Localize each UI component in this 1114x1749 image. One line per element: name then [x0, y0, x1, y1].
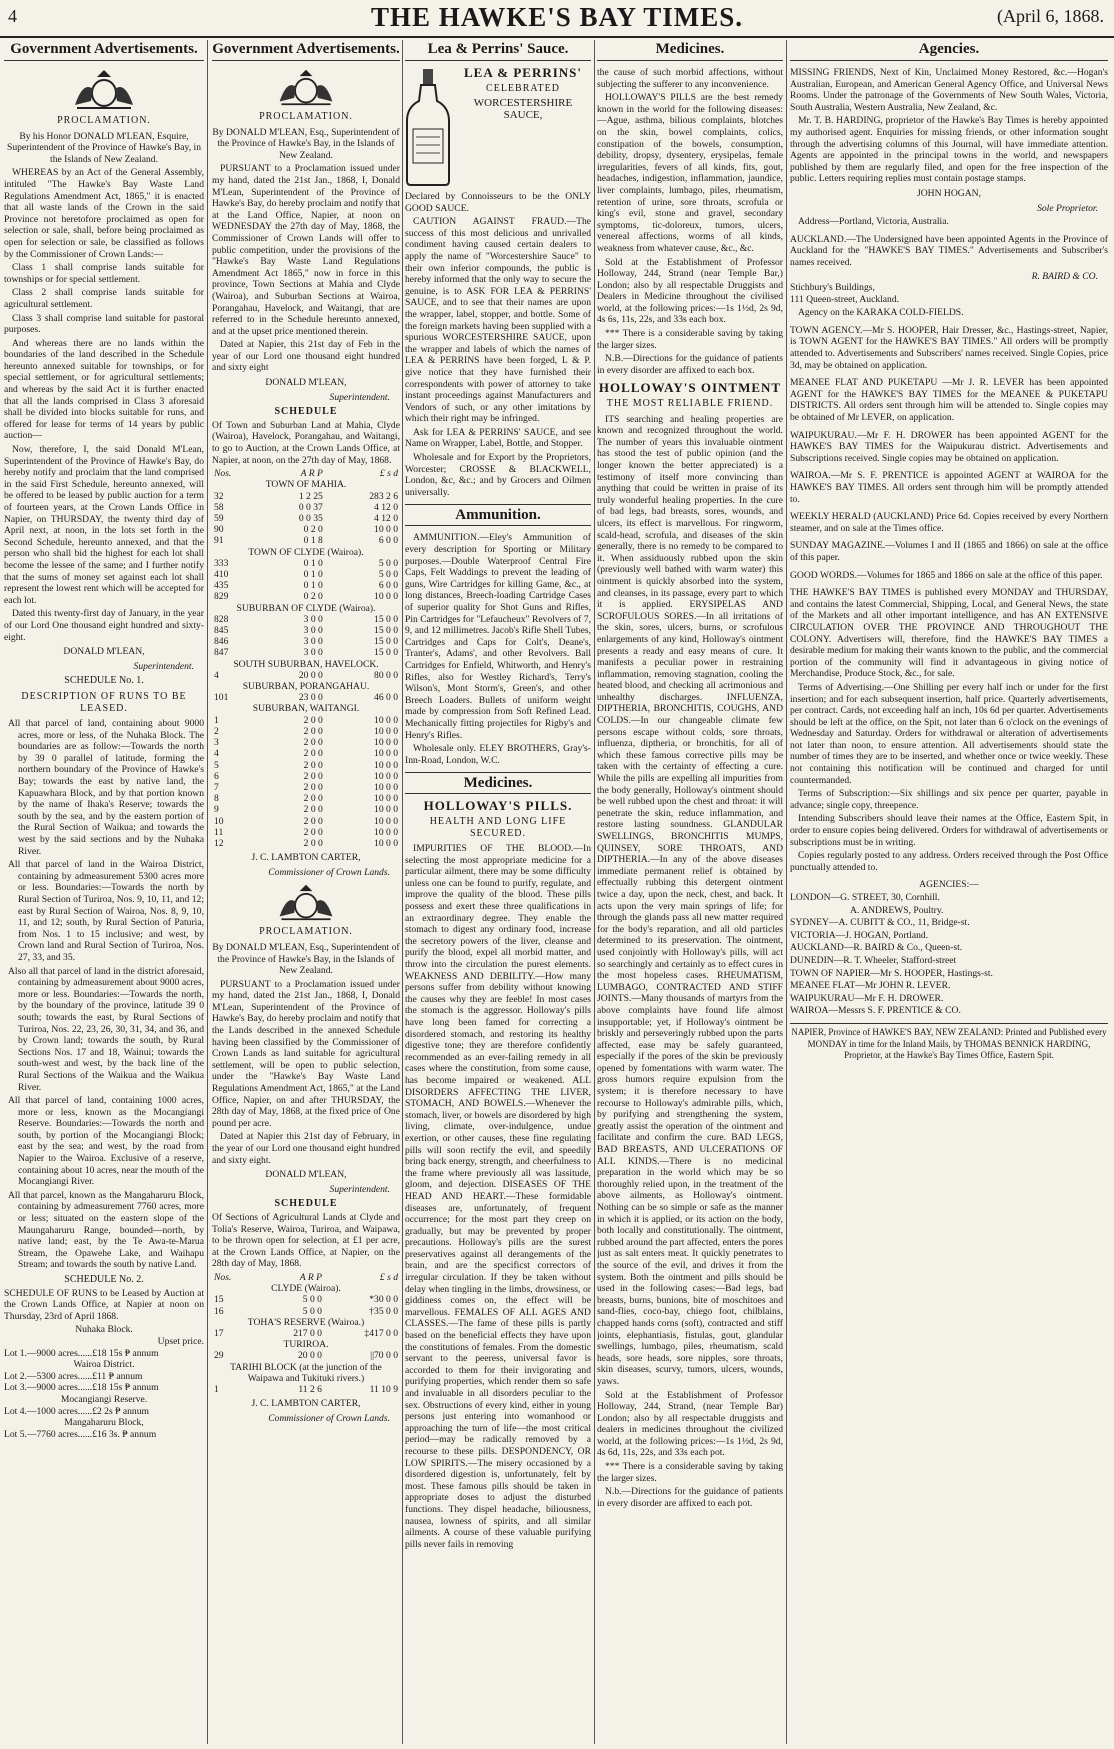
column-header: £ s d	[379, 1271, 398, 1283]
lot-line: Lot 4.—1000 acres......£2 2s ₱ annum	[4, 1405, 149, 1417]
block-name: Wairoa District.	[73, 1359, 135, 1371]
column-header: Nos.	[214, 468, 232, 480]
table-cell: 46 0 0	[374, 692, 398, 704]
block-name: Mocangiangi Reserve.	[60, 1393, 148, 1405]
proclamation-paragraph: And whereas there are no lands within the boundaries of the land described in the Schedule hereunto annexed suitable for townships, or for special settlement, or for agricultural settlements; and whereas by the said Act it is further enacted that all the lands comprised in Class 3 aforesaid shall be divided into blocks suitable for runs, and offered for lease for terms of 14 years by public auction—	[4, 337, 204, 442]
table-cell: 846	[214, 636, 229, 648]
lot-line: Lot 2.—5300 acres......£11 ₱ annum	[4, 1370, 143, 1382]
weekly-herald-ad: WEEKLY HERALD (AUCKLAND) Price 6d. Copies received by every Northern steamer, and on sale at the Times office.	[790, 511, 1108, 534]
ad-text: *** There is a considerable saving by taking the larger sizes.	[597, 328, 783, 351]
table-cell: 2 0 0	[303, 770, 323, 782]
group-row: TARIHI BLOCK (at the junction of the Waipawa and Tukituki rivers.)	[230, 1361, 382, 1384]
group-row: CLYDE (Wairoa).	[271, 1283, 341, 1295]
table-cell: 10 0 0	[374, 804, 398, 816]
table-cell: 2 0 0	[303, 759, 323, 771]
group-name: SOUTH SUBURBAN, HAVELOCK.	[233, 658, 379, 670]
waipukurau-ad: WAIPUKURAU.—Mr F. H. DROWER has been appointed AGENT for the HAWKE'S BAY TIMES for the Waipukurau district. Advertisements and Subscriptions received. Single copies may be obtained on application.	[790, 429, 1108, 464]
table-cell: 6 0 0	[378, 580, 398, 592]
table-cell: 0 2 0	[303, 591, 323, 603]
table-cell: 15 0 0	[374, 613, 398, 625]
table-cell: 15 0 0	[374, 647, 398, 659]
table-cell: 5 0 0	[378, 557, 398, 569]
list-item: AUCKLAND—R. BAIRD & Co., Queen-st.	[790, 942, 963, 954]
lot-description: Also all that parcel of land in the district aforesaid, containing by admeasurement about 9000 acres, more or less. Boundaries:—Towards the north, by the boundary of the province, latitude 39 0 south; towards the east, by Rural Sections of Turiroa, Nos. 22, 23, 26, 30, 31, 34, and 36, and by Crown land; towards the south, by Rural Sections Nos. 17 and 18, Wainui; towards the south-west and west, by the back line of the Rural Sections of the Waikua and the Waikua River.	[8, 965, 204, 1093]
column-heading: Government Advertisements.	[212, 40, 400, 61]
table-cell: 0 0 37	[298, 501, 323, 513]
table-cell: 2 0 0	[303, 804, 323, 816]
table-row	[212, 782, 400, 793]
ad-product: WORCESTERSHIRE SAUCE,	[473, 97, 573, 121]
table-row: 17 217 0 0 ‡417 0 0	[214, 1327, 398, 1339]
table-cell: 2 0 0	[303, 815, 323, 827]
table-cell: 3 0 0	[303, 625, 323, 637]
ad-text: Ask for LEA & PERRINS' SAUCE, and see Name on Wrapper, Label, Bottle, and Stopper.	[405, 426, 591, 450]
table-cell: 6	[214, 770, 219, 782]
table-row	[212, 670, 400, 681]
table-row: 15 5 0 0 *30 0 0	[214, 1294, 398, 1306]
table-row	[212, 793, 400, 804]
table-row	[212, 748, 400, 759]
table-row: 16 5 0 0 †35 0 0	[214, 1305, 398, 1317]
block-name: Nuhaka Block.	[75, 1324, 133, 1336]
group-name: SUBURBAN OF CLYDE (Wairoa).	[236, 602, 376, 614]
table-cell: 8	[214, 793, 219, 805]
ad-subtitle: THE MOST RELIABLE FRIEND.	[606, 398, 774, 410]
signature: JOHN HOGAN,	[917, 187, 981, 199]
table-cell: 2	[214, 725, 219, 737]
signature: J. C. LAMBTON CARTER,	[251, 852, 361, 864]
proclamation-byline: By DONALD M'LEAN, Esq., Superintendent of the Province of Hawke's Bay, in the Islands of New Zealand.	[212, 941, 400, 977]
royal-crest-icon	[273, 882, 339, 922]
ad-text: Sold at the Establishment of Professor Holloway, 244, Strand, (near Temple Bar) London; also by all respectable druggists and dealers in medicines throughout the civilized world, at the following prices:—1s 1½d, 2s 9d, 4s 6d, 11s, 22s, and 33s each pot.	[597, 1389, 783, 1459]
table-cell: 4	[214, 748, 219, 760]
ad-text: Declared by Connoisseurs to be the ONLY GOOD SAUCE.	[405, 191, 591, 214]
table-cell: 10 0 0	[374, 759, 398, 771]
table-row	[212, 558, 400, 569]
lot-description: All that parcel of land, containing 1000 acres, more or less, known as the Mocangiangi Reserve. Boundaries:—Towards the north and south, by portion of the Mocangiangi Block; east by the sea; and west, by the road from Napier to the Wairoa. Exclusive of a reserve, containing about 10 acres, near the mouth of the Mocangiangi River.	[8, 1095, 204, 1188]
column-header: A R P	[299, 1271, 322, 1283]
ad-title: HOLLOWAY'S OINTMENT	[598, 380, 782, 396]
lot-description: All that parcel of land, containing about 9000 acres, more or less, of the Nuhaka Block. The boundaries are as follow:—Towards the north by 39 0 parallel of latitude, forming the northern boundary of the Province of Hawke's Bay; towards the east by native land, the Kapuawhara Block, and by that portion known by the name of Ihaka's Reserve; towards the south by the sea, and by the eastern portion of the Rural Section of Waikua; and towards the west by the said sections and by the Nuhaka River.	[8, 718, 204, 857]
table-cell: 12	[214, 837, 224, 849]
block-name: Mangaharuru Block,	[64, 1417, 144, 1429]
table-cell: 10 0 0	[374, 793, 398, 805]
lot-line: Lot 3.—9000 acres......£18 15s ₱ annum	[4, 1382, 159, 1394]
ad-text: the cause of such morbid affections, without subjecting the sufferer to any inconvenience.	[597, 67, 783, 90]
section-heading: Ammunition.	[405, 504, 591, 526]
sunday-magazine-ad: SUNDAY MAGAZINE.—Volumes I and II (1865 and 1866) on sale at the office of this paper.	[790, 540, 1108, 563]
dated-line: Dated at Napier, this 21st day of Feb in the year of our Lord one thousand eight hundred and sixty eight	[212, 339, 400, 374]
table-cell: 5	[214, 759, 219, 771]
group-row	[212, 659, 400, 670]
table-cell: 20 0 0	[298, 669, 323, 681]
table-cell: 101	[214, 692, 229, 704]
table-cell: 9	[214, 804, 219, 816]
list-item: LONDON—G. STREET, 30, Cornhill.	[790, 892, 940, 903]
ad-text: HOLLOWAY'S PILLS are the best remedy known in the world for the following diseases:—Ague, asthma, bilious complaints, blotches on the skin, bowel complaints, colics, constipation of the bowels, consumption, debility, dropsy, dysentery, erysipelas, female irregularities, fevers of all kinds, fits, gout, headaches, indigestion, inflammation, jaundice, liver complaints, lumbago, piles, rheumatism, retention of urine, sore throats, scrofula or king's evil, stone and gravel, secondary symptoms, tic-doloreux, tumors, ulcers, venereal affections, worms of all kinds, weakness from whatever cause, &c., &c.	[597, 92, 783, 254]
table-row	[212, 591, 400, 602]
class-definition: Class 2 shall comprise lands suitable for agricultural settlement.	[4, 287, 204, 310]
times-notice: THE HAWKE'S BAY TIMES is published every MONDAY and THURSDAY, and contains the latest Commercial, Shipping, Local, and General News, the state of the Markets and all other important intelligence, and has AN EXTENSIVE CIRCULATION OVER THE PROVINCE AND THROUGHOUT THE COLONY. Advertisers will, therefore, find the HAWKE'S BAY TIMES a desirable medium for making their wants known to the public, and the commercial portion of the community will find it advantageous in giving notice of Merchandise, Produce Stock, &c., for sale. Terms of Advertising.—One Shilling per every half inch or under for the first insertion; and for each subsequent insertion, half price. Quarterly advertisements, per contract. Cards, not exceeding half an inch, 10s 6d per quarter. Advertisements should be left at the office, on the Spit, not later than 6 o'clock on the evenings of Wednesday and Saturday. Orders for withdrawal or alteration of advertisements not later than noon, to ensure attention. All advertisements should state the number of times they are to be inserted, and whether once or twice weekly. These not containing this notification will be continued and charged for until countermanded. Terms of Subscription:—Six shillings and six pence per quarter, payable in advance; single copy, threepence. Intending Subscribers should leave their names at the Office, Eastern Spit, in order to ensure copies being delivered. Orders for withdrawal of advertisements or subscriptions must be in writing. Copies regularly posted to any address. Orders received through the Post Office punctually attended to.	[790, 587, 1108, 873]
column-heading: Agencies.	[790, 40, 1108, 61]
wairoa-ad: WAIROA.—Mr S. F. PRENTICE is appointed AGENT at WAIROA for the HAWKE'S BAY TIMES. All orders sent through him will be promptly attended to.	[790, 470, 1108, 505]
group-name: SUBURBAN, WAITANGI.	[252, 703, 360, 715]
agencies-heading: AGENCIES:—	[919, 879, 979, 891]
table-cell: 283 2 6	[369, 490, 398, 502]
table-cell: 3	[214, 737, 219, 749]
table-row	[212, 692, 400, 703]
table-cell: 2 0 0	[303, 725, 323, 737]
table-row	[212, 771, 400, 782]
list-item: SYDNEY—A. CUBITT & CO., 11, Bridge-st.	[790, 917, 970, 929]
table-cell: 4 12 0	[374, 501, 398, 513]
table-row	[212, 625, 400, 636]
ad-text: ITS searching and healing properties are known and recognized throughout the world. The number of years this invaluable ointment has stood the test of public opinion (and the longer known the better appreciated) is a testimony of itself more convincing than anything that could be written in praise of its truly wonderful healing properties. In the cure of bad legs, bad breasts, sores, wounds, and ulcers, its effect is marvellous. For ringworm, scald-head, scrofula, and diseases of the skin generally, there is no remedy to be compared to it. When assiduously rubbed upon the skin (previously well bathed with warm water) this ointment is quickly absorbed into the system, and cleanses, in its passage, every part to which it is applied. ERYSIPELAS AND SCROFULOUS SORES.—In all irritations of the skin, sores, ulcers, burns, or scrofulous enlargements of any kind, Holloway's ointment presents a ready and easy means of cure. It manifests a peculiar power in restraining inflammation, removing stagnation, cooling the heated blood, and checking all acrimonious and unhealthy discharges. INFLUENZA, DIPTHERIA, BRONCHITIS, COUGHS, AND COLDS.—In our changeable climate few persons escape without colds, sore throats, influenza, diptheria, or bronchitis, for all of which these famous corrective pills may be taken with the certainty of effecting a cure. While the pills are expelling all impurities from the body generally, Holloway's ointment should be well rubbed upon the chest and throat: it will penetrate the skin, reduce inflammation, and restore lasting soundness. GLANDULAR SWELLINGS, BRONCHITIS MUMPS, QUINSEY, SORE THROATS, AND DIPTHERIA.—In any of the above diseases immediate permanent relief is obtained by effectually rubbing this detergent ointment twice a day, upon the neck, chest, and back. It acts upon the very main springs of life; for through the glands pass all new matter required for the body's reparation, and all old particles determined to its preservation. The ointment, used conjointly with Holloway's pills, will act so searchingly and certainly as to effect cures in the most hopeless cases. RHEUMATISM, LUMBAGO, CONTRACTED AND STIFF JOINTS.—Many thousands of martyrs from the above complaints have found life almost insupportable; yet, if Holloway's ointment be briskly and perseveringly rubbed upon the parts affected, ease may be safely guaranteed, especially if the pores of the skin be previously opened by fomentations with warm water. The gross humors require expulsion from the system; it is therefore necessary to have recourse to Holloway's admirable pills, which, by purifying and strengthening the system, greatly assist the operation of the ointment and facilitate and confirm the cure. BAD LEGS, BAD BREASTS, AND ULCERATIONS OF ALL KINDS.—There is no medicinal preparation in the world which may be so thoroughly relied upon, in the treatment of the above ailments, as Holloway's ointment. Nothing can be so simple or safe as the manner in which it is applied, or its action on the body, both locally and constitutionally. The ointment, rubbed around the part affected, enters the pores just as salt enters meat. It quickly penetrates to the source of the evil, and drives it from the system. Both the ointment and pills should be used in the following cases:—Bad legs, bad breasts, burns, bunions, bite of moschitoes and sand-flies, coco-bay, chiego foot, chilblains, chapped hands corns (soft), contracted and stiff joints, elephantiasis, fistulas, gout, glandular swellings, lumbago, piles, rheumatism, scald heads, sore heads, sore nipples, sore throats, skin diseases, scurvy, tumors, ulcers, wounds, yaws.	[597, 413, 783, 1387]
group-row	[212, 703, 400, 714]
table-cell: 80 0 0	[374, 669, 398, 681]
schedule-table	[212, 468, 400, 849]
column-rule	[402, 40, 403, 1744]
signature-title: Superintendent.	[133, 660, 194, 672]
meanee-ad: MEANEE FLAT AND PUKETAPU —Mr J. R. LEVER has been appointed AGENT for the HAWKE'S BAY TIMES for the MEANEE & PUKETAPU DISTRICTS. All orders sent through him will be attended to. Single copies may be obtained of Mr LEVER, on application.	[790, 377, 1108, 424]
table-row	[212, 580, 400, 591]
list-item: WAIROA—Messrs S. F. PRENTICE & CO.	[790, 1005, 961, 1017]
table-cell: 7	[214, 781, 219, 793]
table-row	[212, 535, 400, 546]
table-cell: 32	[214, 490, 224, 502]
signature: J. C. LAMBTON CARTER,	[251, 1398, 361, 1410]
lot-line: Lot 1.—9000 acres......£18 15s ₱ annum	[4, 1347, 159, 1359]
group-name: SUBURBAN, PORANGAHAU.	[242, 681, 370, 693]
table-row	[212, 569, 400, 580]
section-heading: Medicines.	[405, 772, 591, 794]
column-medicines	[597, 40, 783, 1744]
group-row: TOHA'S RESERVE (Wairoa.)	[247, 1316, 365, 1328]
issue-date: (April 6, 1868.	[997, 6, 1104, 26]
table-cell: 91	[214, 535, 224, 547]
signature: DONALD M'LEAN,	[265, 1169, 347, 1181]
table-cell: 59	[214, 513, 224, 525]
column-header: A R P	[300, 468, 323, 480]
list-item: DUNEDIN—R. T. Wheeler, Stafford-street	[790, 954, 957, 966]
list-item: A. ANDREWS, Poultry.	[850, 904, 944, 916]
table-cell: 845	[214, 625, 229, 637]
schedule-table	[212, 1272, 400, 1395]
schedule-title: SCHEDULE No. 2.	[64, 1274, 144, 1285]
table-row	[212, 827, 400, 838]
table-cell: 2 0 0	[303, 793, 323, 805]
table-row	[212, 726, 400, 737]
lot-description: All that parcel of land in the Wairoa District, containing by admeasurement 5300 acres more or less. Boundaries:—Towards the north by Rural Section of Turiroa, Nos. 9, 10, 11, and 12; east by Rural Section of Wairoa, Nos. 8, 9, 10, 11, and 12; south, by Rural Section of Paturia, from Nos. 1 to 15 inclusive; and west, by Crown land and Rural Section of Turiroa, Nos. 27, 33, and 35.	[8, 859, 204, 963]
table-cell: 10 0 0	[374, 725, 398, 737]
lot-line: Lot 5.—7760 acres......£16 3s. ₱ annum	[4, 1428, 157, 1440]
table-cell: 3 0 0	[303, 647, 323, 659]
proclamation-paragraph: Now, therefore, I, the said Donald M'Lean, Superintendent of the Province of Hawke's Bay, do hereby notify and proclaim that the land comprised in the said First Schedule, hereunto annexed, will be offered to be leased by public auction for a term of fourteen years, at the Crown Lands Office in Napier, on THURSDAY, the twenty third day of April next, at noon, in the lots set forth in the Second Schedule, hereunto annexed, and that the person who shall bid the highest for each lot shall become the lessee of the same; and I further notify that the sums of money set against each lot shall represent the lowest rent which will be accepted for each lot.	[4, 444, 204, 606]
table-cell: 0 1 0	[303, 580, 323, 592]
page-number: 4	[8, 6, 17, 26]
ad-text: *** There is a considerable saving by taking the larger sizes.	[597, 1461, 783, 1484]
table-cell: 11	[214, 826, 224, 838]
good-words-ad: GOOD WORDS.—Volumes for 1865 and 1866 on sale at the office of this paper.	[790, 569, 1103, 581]
table-cell: 23 0 0	[298, 692, 323, 704]
table-row	[212, 491, 400, 502]
table-cell: 0 1 8	[303, 535, 323, 547]
ad-text: CAUTION AGAINST FRAUD.—The success of this most delicious and unrivalled condiment having caused certain dealers to apply the name of "Worcestershire Sauce" to their own inferior compounds, the public is hereby informed that the only way to secure the genuine, is to ASK FOR LEA & PERRINS' SAUCE, and to see that their names are upon the wrapper, label, stopper, and bottle. Some of the foreign markets having been supplied with a spurious WORCESTERSHIRE SAUCE, upon the wrapper and labels of which the names of LEA & PERRINS have been forged, L & P. give notice that they have furnished their correspondents with power of attorney to take instant proceedings against Manufacturers and Vendors of such, or any other imitations by which their right may be infringed.	[405, 216, 591, 425]
column-header: Nos.	[214, 1271, 232, 1283]
ad-text: N.B.—Directions for the guidance of patients in every disorder are affixed to each box.	[597, 353, 783, 376]
table-cell: 2 0 0	[303, 714, 323, 726]
table-row	[212, 636, 400, 647]
ad-title: LEA & PERRINS'	[463, 65, 583, 80]
class-definition: Class 3 shall comprise land suitable for pastoral purposes.	[4, 312, 204, 336]
agencies-list	[790, 879, 1108, 1017]
newspaper-title: THE HAWKE'S BAY TIMES.	[370, 2, 744, 32]
table-cell: 58	[214, 501, 224, 513]
table-cell: 10 0 0	[374, 837, 398, 849]
proclamation-title: PROCLAMATION.	[259, 926, 353, 938]
town-agency-ad: TOWN AGENCY.—Mr S. HOOPER, Hair Dresser, &c., Hastings-street, Napier, is TOWN AGENT for the HAWKE'S BAY TIMES." All orders will be promptly attended to. Advertisements and Subscribers' names received. Single Copies, price 3d, may be obtained on application.	[790, 324, 1108, 371]
table-cell: 4	[214, 669, 219, 681]
table-cell: 6 0 0	[378, 535, 398, 547]
list-item: TOWN OF NAPIER—Mr S. HOOPER, Hastings-st.	[790, 967, 993, 979]
missing-friends-ad: MISSING FRIENDS, Next of Kin, Unclaimed Money Restored, &c.—Hogan's Australian, European, and American General Agency Office, and Universal News Rooms. Under the patronage of the Governments of New South Wales, Victoria, South Australia, Western Australia, New Zealand, &c. Mr. T. B. HARDING, proprietor of the Hawke's Bay Times is hereby appointed my authorised agent. Enquiries for missing friends, or other information sought through the advertising columns of this Journal, will have immediate attention. Agents are appointed in the principal towns in the world, and newspapers published by them are regularly filed, and open for the free inspection of the public. Letters requiring replies must contain postage stamps. JOHN HOGAN, Sole Proprietor. Address—Portland, Victoria, Australia.	[790, 67, 1108, 228]
table-cell: 2 0 0	[303, 737, 323, 749]
signature: DONALD M'LEAN,	[265, 377, 347, 389]
table-cell: 3 0 0	[303, 613, 323, 625]
ad-text: AMMUNITION.—Eley's Ammunition of every description for Sporting or Military purposes.—Double Waterproof Central Fire Caps, Felt Waddings to prevent the leading of guns, Wire Cartridges for killing Game, &c., at long distances, Breech-loading Cartridge Cases of superior quality for Shot Guns and Rifles, Pin Cartridges for "Lefaucheux" Revolvers of 7, 9, and 12 millimetres. Jacob's Rifle Shell Tubes, Cartridges and Caps for Colt's, Deane's, Tranter's, Adams', and other Revolvers. Ball Cartridges for Enfield, Whitworth, and Henry's Rifles, also for Westley Richard's, Terry's Wilson's, Mont Storm's, Green's, and other Breech Loaders. Bullets of uniform weight made by compression from Soft Refined Lead. Mechanically fitting projectiles for Rigby's and Henry's Rifles.	[405, 532, 591, 741]
table-cell: 0 1 0	[303, 557, 323, 569]
group-name: TOWN OF MAHIA.	[265, 479, 347, 491]
imprint: NAPIER, Province of HAWKE'S BAY, NEW ZEALAND: Printed and Published every MONDAY in time for the Inland Mails, by THOMAS BENNICK HARDING, Proprietor, at the Hawke's Bay Times Office, Eastern Spit.	[790, 1023, 1108, 1062]
list-item: VICTORIA—J. HOGAN, Portland.	[790, 929, 929, 941]
column-heading: Government Advertisements.	[4, 40, 204, 61]
ad-text: Wholesale and for Export by the Proprietors, Worcester; CROSSE & BLACKWELL, London, &c, &c.; and by Grocers and Oilmen universally.	[405, 452, 591, 498]
column-rule	[207, 40, 208, 1744]
column-government-2	[212, 40, 400, 1744]
table-cell: 15 0 0	[374, 625, 398, 637]
ad-text: Sold at the Establishment of Professor Holloway, 244, Strand (near Temple Bar,) London; also by all respectable Druggists and Dealers in Medicine throughout the civilised world, at the following prices:—1s 1½d, 2s 9d, 4s 6s, 11s, 22s, and 33s each box.	[597, 256, 783, 326]
table-row	[212, 760, 400, 771]
lot-description: All that parcel, known as the Mangaharuru Block, containing by admeasurement 7760 acres, more or less; situated on the eastern slope of the Maungaharuru Range, bounded—north, by native land; east, by the Te Awa-te-Marua Stream, the Opawehe Lake, and Waihapu Stream; and towards the south by native Land.	[8, 1189, 204, 1271]
table-cell: 10 0 0	[374, 781, 398, 793]
proclamation-title: PROCLAMATION.	[57, 115, 151, 126]
table-cell: 1 2 25	[298, 490, 323, 502]
table-cell: 2 0 0	[303, 781, 323, 793]
table-cell: 2 0 0	[303, 826, 323, 838]
signature: DONALD M'LEAN,	[63, 646, 145, 658]
royal-crest-icon	[69, 67, 139, 111]
table-cell: 410	[214, 569, 229, 581]
group-row: TURIROA.	[283, 1339, 329, 1351]
group-row	[212, 681, 400, 692]
table-row	[212, 816, 400, 827]
table-cell: 10 0 0	[374, 826, 398, 838]
column-government-1	[4, 40, 204, 1744]
table-row	[212, 804, 400, 815]
auckland-ad: AUCKLAND.—The Undersigned have been appointed Agents in the Province of Auckland for the "HAWKE'S BAY TIMES." Advertisements and Subscriber's names received. R. BAIRD & CO. Stichbury's Buildings, 111 Queen-street, Auckland. Agency on the KARAKA COLD-FIELDS.	[790, 233, 1108, 319]
sauce-bottle-icon	[405, 67, 451, 187]
ad-title: HOLLOWAY'S PILLS.	[423, 798, 573, 814]
column-heading: Lea & Perrins' Sauce.	[405, 40, 591, 61]
table-cell: 829	[214, 591, 229, 603]
table-row	[212, 614, 400, 625]
karaka-line: Agency on the KARAKA COLD-FIELDS.	[798, 307, 964, 319]
table-cell: 847	[214, 647, 229, 659]
signature-title: Sole Proprietor.	[1037, 202, 1098, 214]
table-row: 1 11 2 6 11 10 9	[214, 1383, 398, 1395]
schedule-title: SCHEDULE No. 1.	[64, 675, 144, 687]
table-row	[212, 647, 400, 658]
signature-title: Commissioner of Crown Lands.	[268, 866, 390, 878]
schedule-title: SCHEDULE	[274, 406, 338, 418]
table-cell: 10 0 0	[374, 714, 398, 726]
proclamation-byline: By his Honor DONALD M'LEAN, Esquire, Superintendent of the Province of Hawke's Bay, in the Islands of New Zealand.	[6, 130, 201, 165]
proclamation-paragraph: PURSUANT to a Proclamation issued under my hand, dated the 21st Jan., 1868, I, Donald M'Lean, Superintendent of the Province of Hawke's Bay, do hereby proclaim and notify that the Lands described in the annexed Schedule having been classified by the Commissioner of Crown Lands as land suitable for agricultural settlement, will be open to public selection, under the "Hawke's Bay Waste Land Regulations Amendment Act, 1865," at the Land Office, Napier, on and after THURSDAY, the 28th day of May, 1868, at the fixed price of One pound per acre.	[212, 978, 400, 1129]
masthead	[0, 0, 1114, 38]
ad-subtitle: CELEBRATED	[486, 82, 560, 94]
table-cell: 2 0 0	[303, 837, 323, 849]
group-row	[212, 547, 400, 558]
table-cell: 90	[214, 524, 224, 536]
table-cell: 10 0 0	[374, 770, 398, 782]
ad-text: IMPURITIES OF THE BLOOD.—In selecting the most appropriate medicine for a particular ailment, there may be some difficulty unless one can be found to purify, regulate, and improve the quality of the blood. These pills possess and exert these three qualifications in an extraordinary degree. They enable the stomach to digest any ordinary food, increase the secretory powers of the liver, cleanse and purify the blood, expel all morbid matter, and throw into the circulation the purest elements. WEAKNESS AND DEBILITY.—How many persons suffer from debility without knowing the causes why they are feeble! In most cases the stomach is the aggressor. Holloway's pills have long been famed for correcting a disordered stomach, and restoring its healthy digestive tone; they are therefore confidently recommended as an ever-failing remedy in all cases where the constitution, from some cause, has become impaired or weakened. ALL DISORDERS AFFECTING THE LIVER, STOMACH, AND BOWELS.—Whenever the stomach, liver, or bowels are disordered by high living, climate, over-indulgence, undue exertion, or other causes, these fine regulating pills will soon rectify the evil, and speedily bring back energy, strength, and cheerfulness to the frame where previously all was lassitude, gloom, and dejection. DISEASES OF THE HEAD AND HEART.—These formidable diseases are, unfortunately, of frequent occurrence; for the most part they creep on gradually, but may be prevented by proper precautions. Holloway's pills are the surest preservatives against all derangements of the brain, and are the specificst correctors of irregular circulation. If they be taken without delay when tingling in the limbs, drowsiness, or giddiness comes on, the effect will be marvellous. FEMALES OF ALL AGES AND CLASSES.—The fame of these pills is partly based on the beneficial effects they have upon the constitutions of females. From the domestic servant to the peeress, universal favor is accorded to them for their invigorating and purifying properties, which render them so safe and invaluable in all disorders peculiar to the sex. Obstructions of every kind, either in young persons just entering into womanhood or approaching the turn of life—the most critical period—may be radically removed by a recourse to these pills. DESPONDENCY, OR LOW SPIRITS.—The misery occasioned by a disordered digestion is, unfortunately, felt by most. These famous pills should be taken in appropriate doses to adjust the disturbed functions. They dispel headache, biliousness, nausea, lowness of spirits, and all similar ailments. A course of these valuable purifying pills never fails in removing	[405, 843, 591, 1550]
list-item: MEANEE FLAT—Mr JOHN R. LEVER.	[790, 980, 951, 992]
table-cell: 435	[214, 580, 229, 592]
column-rule	[594, 40, 595, 1744]
table-row: 29 20 0 0 ||70 0 0	[214, 1350, 398, 1362]
schedule-title: SCHEDULE	[274, 1198, 338, 1210]
ad-text: N.b.—Directions for the guidance of patients in every disorder are affixed to each pot.	[597, 1486, 783, 1509]
table-cell: 828	[214, 613, 229, 625]
signature-title: Commissioner of Crown Lands.	[268, 1412, 390, 1424]
ad-subtitle: HEALTH AND LONG LIFE SECURED.	[429, 815, 567, 839]
schedule-subtitle: Of Sections of Agricultural Lands at Clyde and Tolia's Reserve, Wairoa, Turiroa, and Waipawa, to be thrown open for selection, at £1 per acre, at the Crown Lands Office, at Napier, on the 28th day of May, 1868.	[212, 1211, 400, 1270]
table-header-row	[212, 1272, 400, 1283]
table-row	[212, 502, 400, 513]
column-heading: Medicines.	[597, 40, 783, 61]
column-header: £ s d	[379, 468, 398, 480]
table-cell: 0 0 35	[298, 513, 323, 525]
proclamation-paragraph: WHEREAS by an Act of the General Assembly, intituled "The Hawke's Bay Waste Land Regulations Amendment Act, 1865," it is enacted that all waste lands of the Crown in the said Province not heretofore proclaimed as open for selection or sale, shall, before being proclaimed as open for selection or sale, be classified as follows by the Commissioner of Crown Lands:—	[4, 167, 204, 260]
proclamation-title: PROCLAMATION.	[259, 111, 353, 122]
schedule-subtitle: Of Town and Suburban Land at Mahia, Clyde (Wairoa), Havelock, Porangahau, and Waitangi, to go to Auction, at the Crown Lands Office, at Napier, at noon, on the 27th day of May, 1868.	[212, 419, 400, 466]
list-item: WAIPUKURAU—Mr F. H. DROWER.	[790, 992, 944, 1004]
dated-line: Dated this twenty-first day of January, in the year of our Lord One thousand eight hundred and sixty-eight.	[4, 608, 204, 643]
table-cell: 0 1 0	[303, 569, 323, 581]
table-cell: 1	[214, 714, 219, 726]
table-cell: 10 0 0	[374, 815, 398, 827]
table-cell: 2 0 0	[303, 748, 323, 760]
upset-price-label: Upset price.	[157, 1335, 204, 1347]
table-row	[212, 524, 400, 535]
table-cell: 0 2 0	[303, 524, 323, 536]
lots-list	[4, 1348, 204, 1441]
table-cell: 3 0 0	[303, 636, 323, 648]
table-cell: 5 0 0	[378, 569, 398, 581]
table-cell: 333	[214, 557, 229, 569]
group-name: TOWN OF CLYDE (Wairoa).	[248, 546, 364, 558]
dated-line: Dated at Napier this 21st day of February, in the year of our Lord one thousand eight hundred and sixty eight.	[212, 1131, 400, 1166]
table-cell: 10 0 0	[374, 591, 398, 603]
schedule-subtitle: DESCRIPTION OF RUNS TO BE LEASED.	[21, 690, 187, 714]
schedule-subtitle: SCHEDULE OF RUNS to be Leased by Auction at the Crown Lands Office, at Napier at noon on Thursday, 23rd of April 1868.	[4, 1287, 204, 1322]
table-row	[212, 838, 400, 849]
table-row	[212, 737, 400, 748]
column-agencies	[790, 40, 1108, 1744]
group-row	[212, 603, 400, 614]
column-lea-perrins	[405, 40, 591, 1744]
table-cell: 10 0 0	[374, 524, 398, 536]
ad-text: Wholesale only. ELEY BROTHERS, Gray's-Inn-Road, London, W.C.	[405, 743, 591, 766]
column-rule	[786, 40, 787, 1744]
table-row	[212, 513, 400, 524]
group-row	[212, 479, 400, 490]
signature-title: Superintendent.	[329, 391, 390, 403]
table-cell: 10	[214, 815, 224, 827]
proclamation-byline: By DONALD M'LEAN, Esq., Superintendent of the Province of Hawke's Bay, in the Islands of New Zealand.	[212, 126, 400, 161]
class-definition: Class 1 shall comprise lands suitable for townships or for special settlement.	[4, 262, 204, 285]
proclamation-paragraph: PURSUANT to a Proclamation issued under my hand, dated the 21st Jan., 1868, I, Donald M'Lean, Superintendent of the Province of Hawke's Bay, do hereby proclaim and notify that at the Land Office, Napier, at noon on WEDNESDAY the 27th day of May, 1868, the Commissioner of Crown Lands will offer to public competition, under the provisions of the "Hawke's Bay Waste Land Regulations Amendment Act 1865," now in force in this province, Town Sections at Mahia and Clyde (Wairoa), and Suburban Sections at Wairoa, Porangahau, Havelock, and Waitangi, that are referred to in the Schedule hereunto annexed, and at the upset price mentioned therein.	[212, 163, 400, 337]
table-cell: 4 12 0	[374, 513, 398, 525]
table-header-row	[212, 468, 400, 479]
table-cell: 10 0 0	[374, 737, 398, 749]
table-row	[212, 715, 400, 726]
signature-title: Superintendent.	[329, 1183, 390, 1195]
table-cell: 15 0 0	[374, 636, 398, 648]
royal-crest-icon	[273, 67, 339, 107]
table-cell: 10 0 0	[374, 748, 398, 760]
